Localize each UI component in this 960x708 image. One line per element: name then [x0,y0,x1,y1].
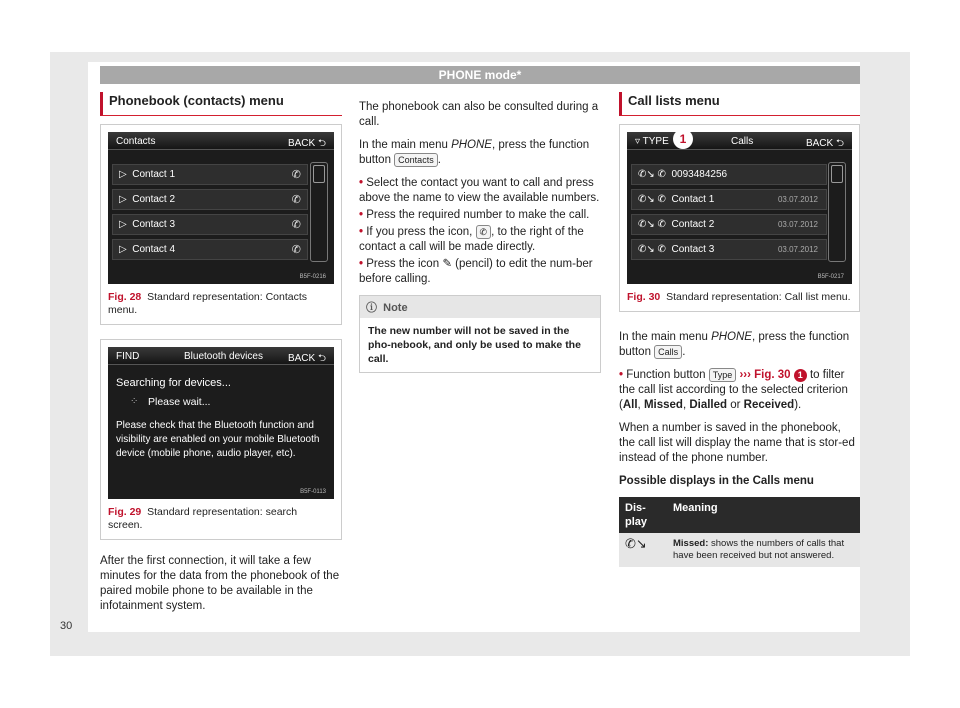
figure-code: B5F-0113 [300,489,326,495]
filter-icon: ▿ [635,136,641,147]
contact-row: ▷ Contact 1 ✆ [112,164,308,185]
screen-title: Calls [731,136,754,147]
callout-marker: 1 [794,369,807,382]
table-cell: Missed: shows the numbers of calls that have been received but not answered. [667,533,860,567]
after-connection-text: After the first connection, it will take a few minutes for the data from the phonebook of the paired mobile phone to be available in the infotainment system. [100,555,340,612]
contacts-screen [108,132,334,284]
missed-call-icon: ✆↘ [638,219,655,230]
chapter-header: PHONE mode* [100,66,860,84]
missed-call-icon: ✆↘ [638,244,655,255]
call-row: ✆↘ ✆ Contact 2 03.07.2012 [631,214,827,235]
table-row [619,533,860,567]
back-arrow-icon: ⮌ [317,353,326,364]
phone-icon: ✆ [657,169,666,180]
display-table [619,497,860,567]
note-body: The new number will not be saved in the pho-nebook, and only be used to make the call. [368,325,581,366]
note-box [359,295,601,373]
callout-marker: 1 [673,132,693,149]
phone-icon: ✆ [291,219,301,231]
phone-icon: ✆ [657,244,666,255]
find-button: FIND [116,351,140,362]
bluetooth-check-text: Please check that the Bluetooth function and visibility are enabled on your mobile Bluetooth device (mobile phone, audio player, etc). [116,420,320,459]
missed-call-icon: ✆↘ [638,194,655,205]
figure-29 [100,339,342,540]
bullet-item: • If you press the icon, ✆ , to the right of the contact a call will be made directly. [359,226,584,254]
figure-caption: Fig. 30 Standard representation: Call list menu. [627,291,851,303]
table-header: Dis-play [619,497,667,533]
contact-row: ▷ Contact 4 ✆ [112,239,308,260]
screen-title: Contacts [116,136,156,147]
pencil-icon: ✎ [442,258,452,271]
contact-row: ▷ Contact 3 ✆ [112,214,308,235]
phone-icon: ✆ [291,169,301,181]
calls-screen [627,132,852,284]
bullet-item: • Press the required number to make the call. [359,209,590,222]
paragraph: When a number is saved in the phonebook, the call list will display the name that is stor-ed instead of the phone number. [619,422,855,465]
figure-code: B5F-0216 [299,274,326,280]
figure-caption: Fig. 29 Standard representation: search screen. [108,506,298,531]
contact-row: ▷ Contact 2 ✆ [112,189,308,210]
missed-call-icon: ✆↘ [619,533,667,567]
column-right [619,92,860,567]
phone-icon: ✆ [657,194,666,205]
bullet-item: • Press the icon ✎ (pencil) to edit the num-ber before calling. [359,258,593,286]
back-arrow-icon: ⮌ [317,138,326,149]
column-left [100,92,342,622]
call-row: ✆↘ ✆ Contact 1 03.07.2012 [631,189,827,210]
column-middle [359,100,601,373]
table-header-row [619,497,860,533]
table-title: Possible displays in the Calls menu [619,475,814,488]
section-title-call-lists: Call lists menu [619,92,860,116]
call-row: ✆↘ ✆ 0093484256 [631,164,827,185]
phone-icon: ✆ [476,225,492,239]
figure-caption: Fig. 28 Standard representation: Contacts menu. [108,291,308,316]
missed-call-icon: ✆↘ [638,169,655,180]
back-arrow-icon: ⮌ [835,138,844,149]
wait-text: Please wait... [148,396,211,408]
type-button-label: Type [709,368,737,382]
page-number: 30 [60,620,73,632]
table-header: Meaning [667,497,860,533]
back-button: BACK ⮌ [287,138,326,149]
figure-code: B5F-0217 [817,274,844,280]
calls-button-label: Calls [654,345,682,359]
search-screen [108,347,334,499]
paragraph: In the main menu PHONE, press the function button Contacts . [359,139,590,167]
scrollbar [310,162,328,262]
scrollbar [828,162,846,262]
figure-30 [619,124,860,312]
note-header: ⓘ Note [360,296,600,318]
back-button: BACK ⮌ [287,353,326,364]
section-title-phonebook: Phonebook (contacts) menu [100,92,342,116]
spinner-icon: ⁘ [130,396,139,407]
type-button: ▿ TYPE [635,136,669,147]
figure-reference: ››› Fig. 30 [739,369,791,382]
phone-icon: ✆ [291,194,301,206]
paragraph: The phonebook can also be consulted during a call. [359,101,599,128]
phone-icon: ✆ [291,244,301,256]
back-button: BACK ⮌ [805,138,844,149]
figure-28 [100,124,342,325]
screen-title: Bluetooth devices [184,351,263,362]
searching-text: Searching for devices... [116,377,231,389]
phone-icon: ✆ [657,219,666,230]
contacts-button-label: Contacts [394,153,438,167]
bullet-item: • Select the contact you want to call and press above the name to view the available numbers. [359,177,600,205]
call-row: ✆↘ ✆ Contact 3 03.07.2012 [631,239,827,260]
bullet-item: • Function button Type ››› Fig. 30 1 to filter the call list according to the selected criterion (All, Missed, Dialled or Received). [619,369,848,412]
paragraph: In the main menu PHONE, press the function button Calls . [619,331,850,359]
info-icon: ⓘ [366,302,377,315]
